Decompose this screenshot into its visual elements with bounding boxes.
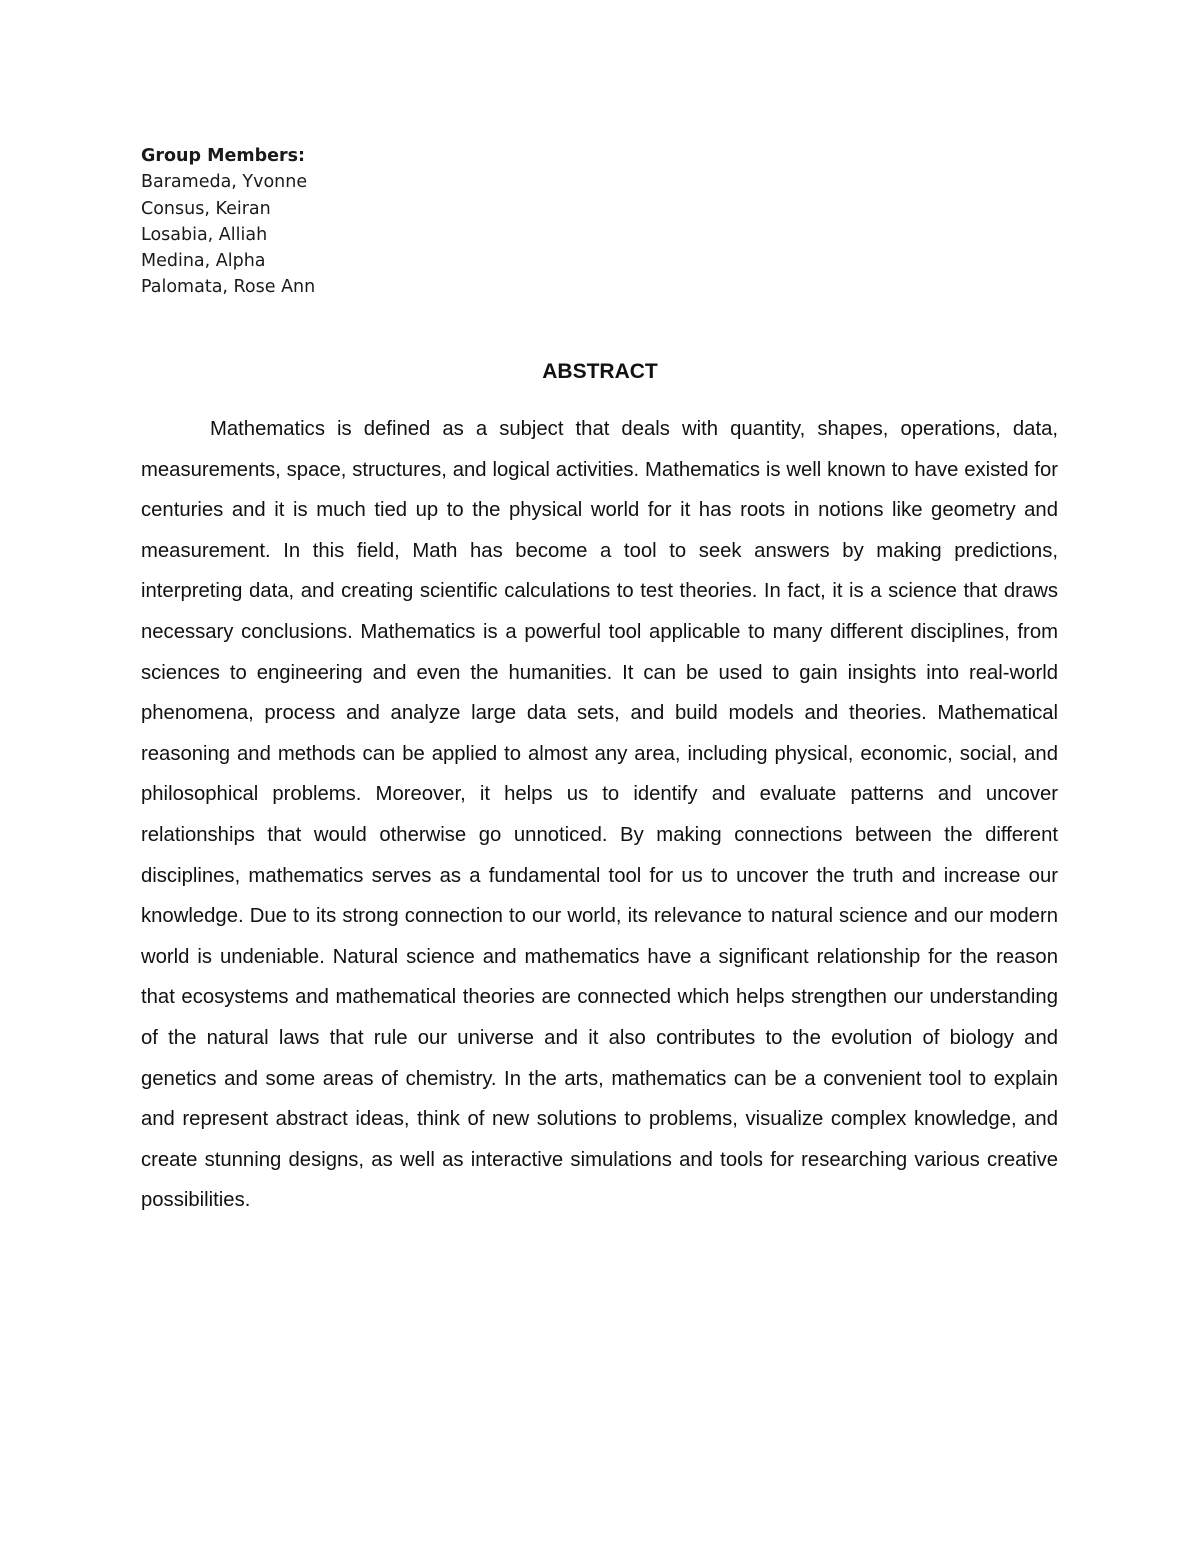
member-name: Palomata, Rose Ann — [141, 277, 316, 298]
abstract-title: ABSTRACT — [542, 360, 658, 383]
group-members-block — [141, 143, 315, 301]
group-members-heading: Group Members: — [141, 146, 306, 166]
member-name: Medina, Alpha — [141, 251, 266, 272]
group-members-list — [141, 169, 315, 300]
abstract-paragraph: Mathematics is defined as a subject that deals with quantity, shapes, operations, data, measurements, space, structures, and logical activities. Mathematics is well known to have existed for centuries and it is much tied up to the physical world for it has roots in notions like geometry and measurement. In this field, Math has become a tool to seek answers by making predictions, interpreting data, and creating scientific calculations to test theories. In fact, it is a science that draws necessary conclusions. Mathematics is a powerful tool applicable to many different disciplines, from sciences to engineering and even the humanities. It can be used to gain insights into real-world phenomena, process and analyze large data sets, and build models and theories. Mathematical reasoning and methods can be applied to almost any area, including physical, economic, social, and philosophical problems. Moreover, it helps us to identify and evaluate patterns and uncover relationships that would otherwise go unnoticed. By making connections between the different disciplines, mathematics serves as a fundamental tool for us to uncover the truth and increase our knowledge. Due to its strong connection to our world, its relevance to natural science and our modern world is undeniable. Natural science and mathematics have a significant relationship for the reason that ecosystems and mathematical theories are connected which helps strengthen our understanding of the natural laws that rule our universe and it also contributes to the evolution of biology and genetics and some areas of chemistry. In the arts, mathematics can be a convenient tool to explain and represent abstract ideas, think of new solutions to problems, visualize complex knowledge, and create stunning designs, as well as interactive simulations and tools for researching various creative possibilities. — [141, 418, 1058, 1212]
member-name: Losabia, Alliah — [141, 224, 268, 245]
member-name: Consus, Keiran — [141, 198, 271, 219]
member-name: Barameda, Yvonne — [141, 172, 308, 193]
